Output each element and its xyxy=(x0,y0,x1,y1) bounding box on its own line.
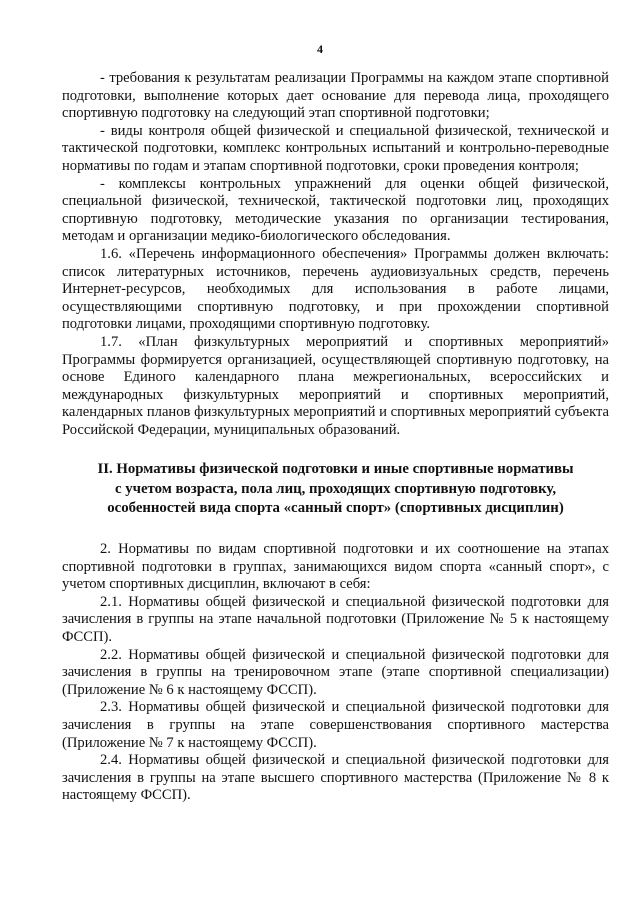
paragraph-2: 2. Нормативы по видам спортивной подготовки и их соотношение на этапах спортивной подготовки в группах, занимающихся видом спорта «санный спорт», с учетом спортивных дисциплин, включают в себя: xyxy=(62,540,609,593)
paragraph-2-1: 2.1. Нормативы общей физической и специальной физической подготовки для зачисления в группы на этапе начальной подготовки (Приложение № 5 к настоящему ФССП). xyxy=(62,593,609,645)
section-2-heading-line-2: с учетом возраста, пола лиц, проходящих спортивную подготовку, xyxy=(114,480,557,497)
section-2-heading-line-3: особенностей вида спорта «санный спорт» (спортивных дисциплин) xyxy=(107,500,564,517)
paragraph-2-2: 2.2. Нормативы общей физической и специальной физической подготовки для зачисления в группы на тренировочном этапе (этапе спортивной специализации) (Приложение № 6 к настоящему ФССП). xyxy=(62,646,609,698)
paragraph-requirements: - требования к результатам реализации Программы на каждом этапе спортивной подготовки, выполнение которых дает основание для перевода лица, проходящего спортивную подготовку на следующий этап спортивной подготовки; xyxy=(62,70,609,122)
paragraph-control-types: - виды контроля общей физической и специальной физической, технической и тактической подготовки, комплекс контрольных испытаний и контрольно-переводные нормативы по годам и этапам спортивной подготовки, сроки проведения контроля; xyxy=(62,122,609,174)
document-body xyxy=(62,70,609,805)
paragraph-control-exercises: - комплексы контрольных упражнений для оценки общей физической, специальной физической, технической, тактической подготовки лиц, проходящих спортивную подготовку, методические указания по организации тестирования, методам и организации медико-биологического обследования. xyxy=(62,175,609,245)
paragraph-2-4: 2.4. Нормативы общей физической и специальной физической подготовки для зачисления в группы на этапе высшего спортивного мастерства (Приложение № 8 к настоящему ФССП). xyxy=(62,752,609,804)
section-2-heading xyxy=(62,460,609,519)
page-number: 4 xyxy=(317,42,323,56)
paragraph-2-3: 2.3. Нормативы общей физической и специальной физической подготовки для зачисления в группы на этапе совершенствования спортивного мастерства (Приложение № 7 к настоящему ФССП). xyxy=(62,699,609,751)
section-2-heading-line-1: II. Нормативы физической подготовки и иные спортивные нормативы xyxy=(97,461,574,478)
paragraph-1-7: 1.7. «План физкультурных мероприятий и спортивных мероприятий» Программы формируется организацией, осуществляющей спортивную подготовку, на основе Единого календарного плана межрегиональных, всероссийских и международных физкультурных мероприятий и спортивных мероприятий, календарных планов физкультурных мероприятий и спортивных мероприятий субъекта Российской Федерации, муниципальных образований. xyxy=(62,333,609,438)
paragraph-1-6: 1.6. «Перечень информационного обеспечения» Программы должен включать: список литературных источников, перечень аудиовизуальных средств, перечень Интернет-ресурсов, необходимых для использования в работе лицами, осуществляющими спортивную подготовку, и при прохождении спортивной подготовки лицами, проходящими спортивную подготовку. xyxy=(62,245,609,333)
